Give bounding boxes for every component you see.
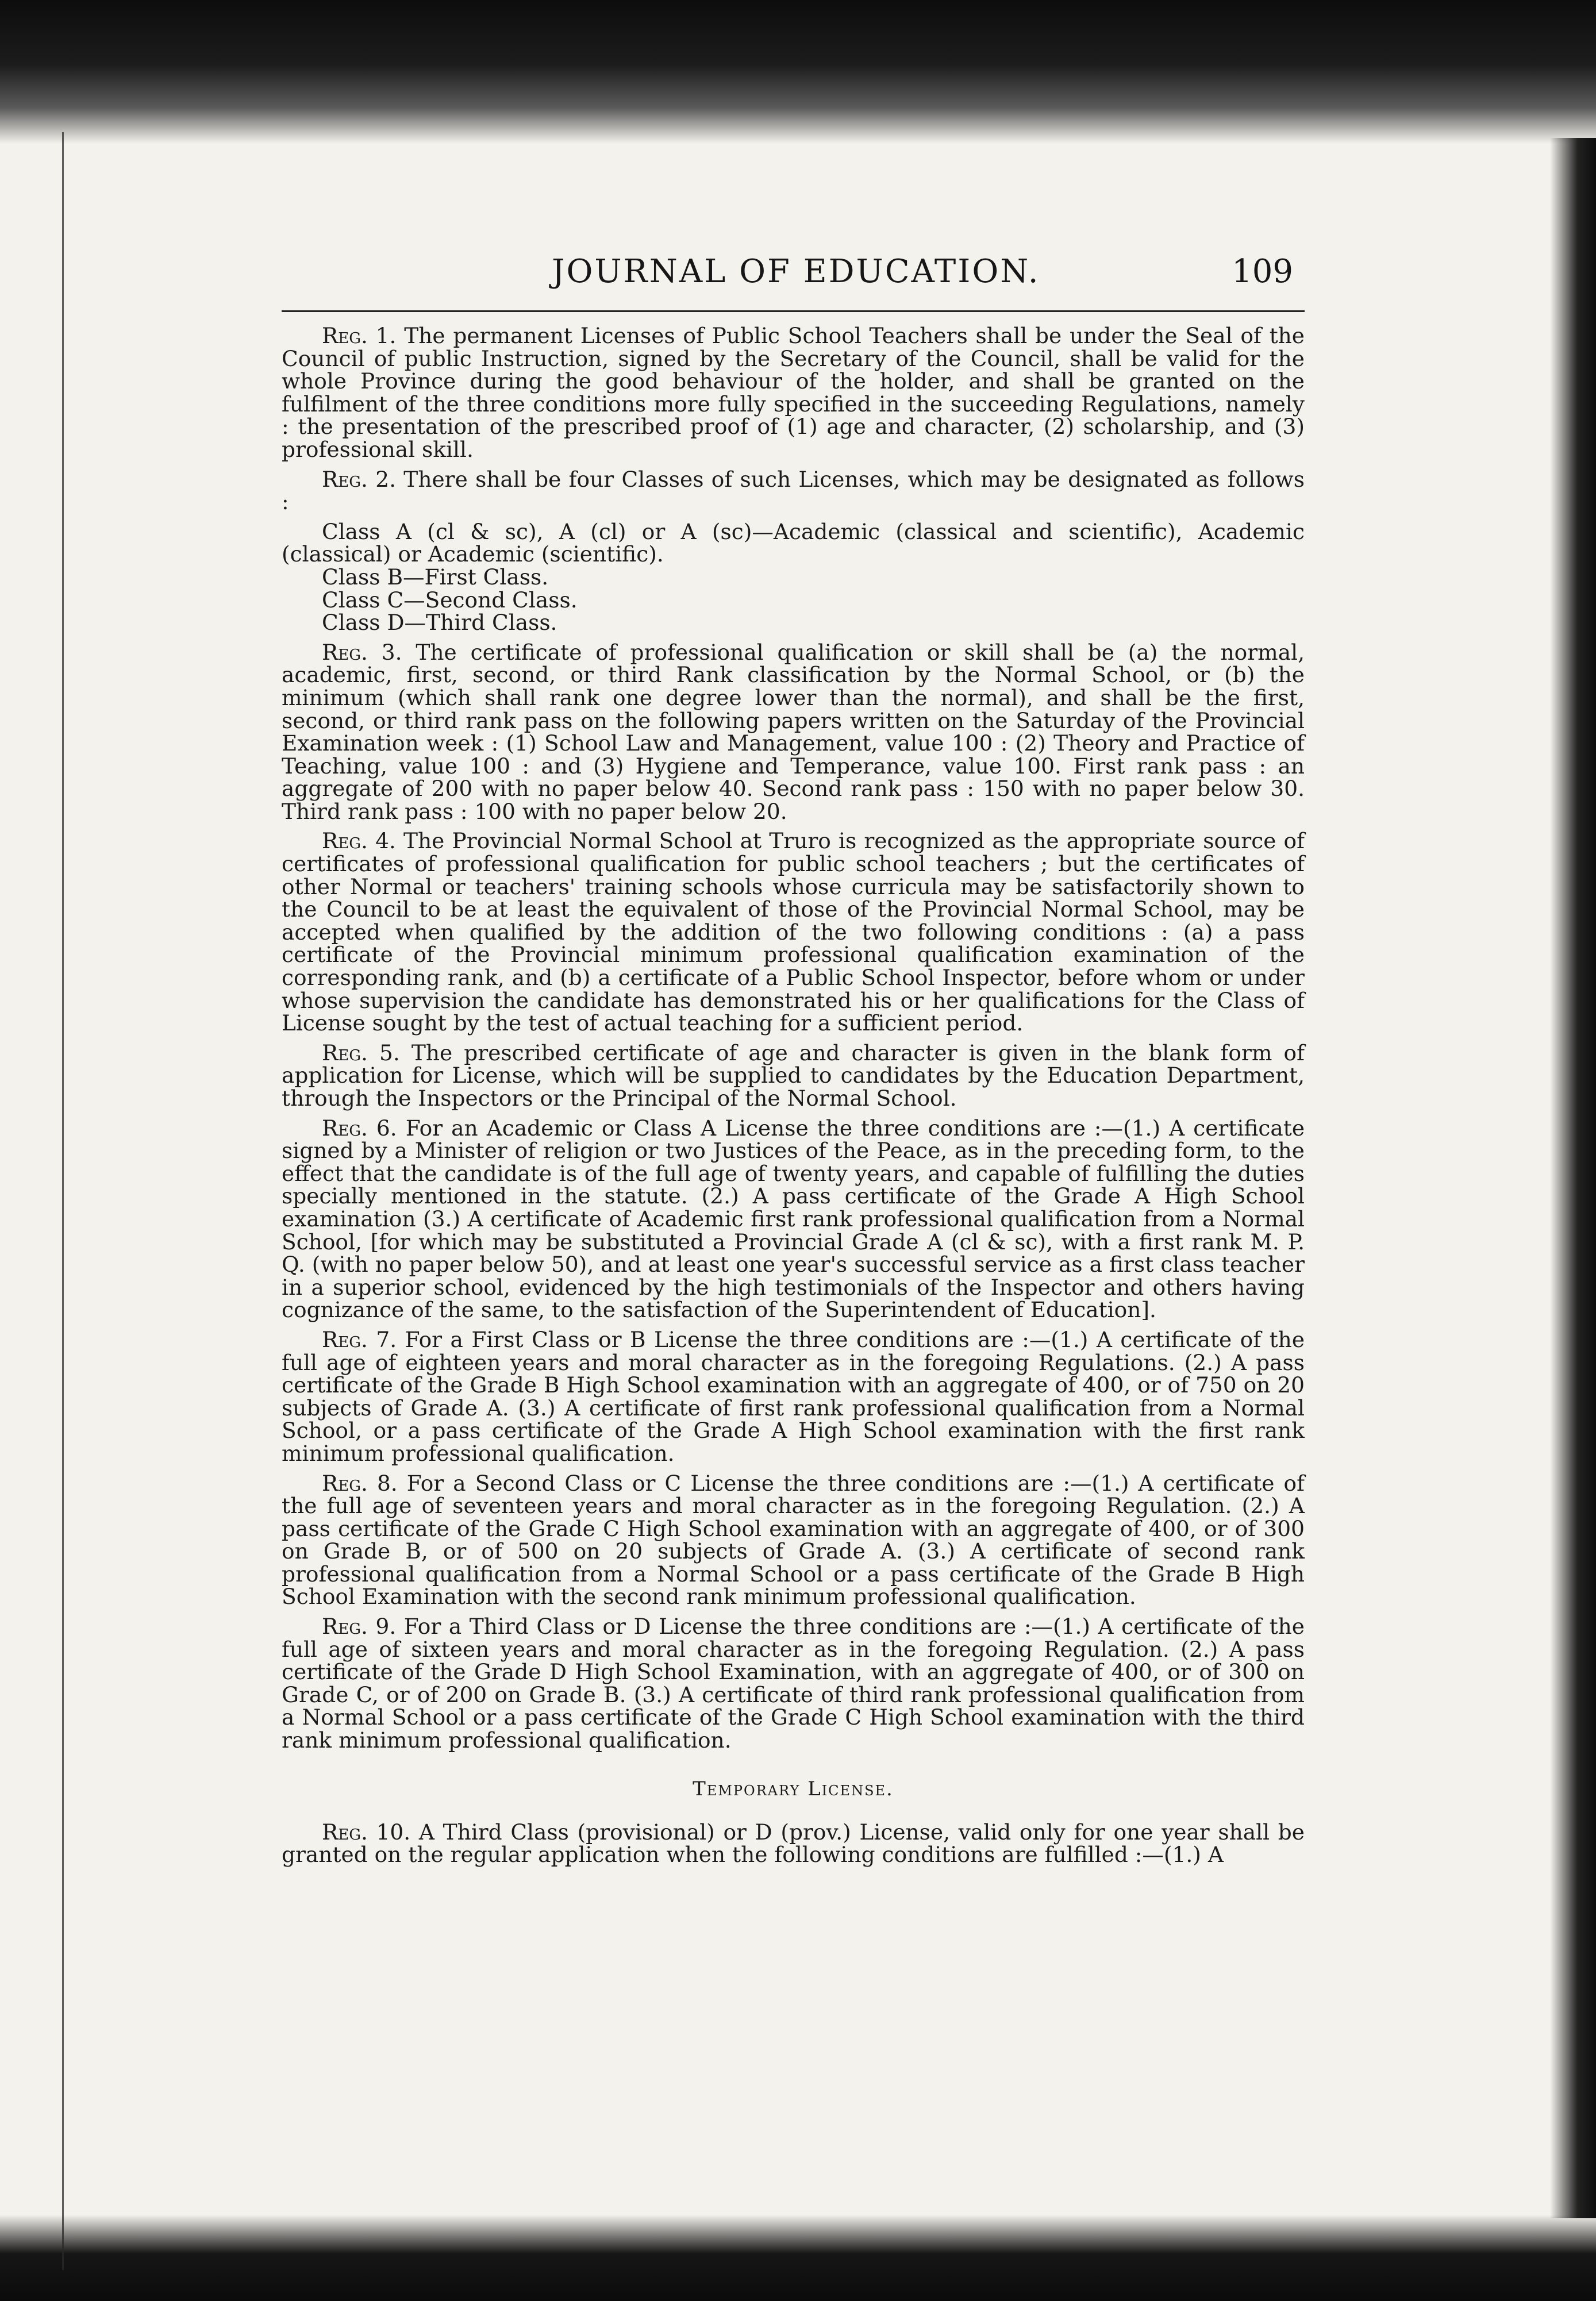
regulation-label: Reg. 3. (322, 639, 402, 665)
regulation-text: The prescribed certificate of age and character is given in the blank form of application for License, which will be supplied to candidates by the Education Department, through the Inspectors or the Principal of the Normal School. (282, 1040, 1305, 1111)
regulation-10 (282, 1821, 1305, 1867)
scan-top-edge (0, 0, 1596, 144)
regulation-label: Reg. 5. (322, 1040, 400, 1065)
regulation-label: Reg. 8. (322, 1470, 398, 1496)
page-header (282, 247, 1305, 310)
header-rule (282, 310, 1305, 312)
regulation-6 (282, 1117, 1305, 1322)
running-head: JOURNAL OF EDUCATION. (552, 253, 1040, 290)
class-c-line: Class C—Second Class. (322, 587, 578, 613)
class-b-line: Class B—First Class. (322, 564, 549, 590)
regulation-text: A Third Class (provisional) or D (prov.) License, valid only for one year shall be granted on the regular application when the following conditions are fulfilled :—(1.) A (282, 1819, 1305, 1868)
regulation-label: Reg. 7. (322, 1326, 397, 1352)
regulation-label: Reg. 9. (322, 1614, 397, 1640)
class-d-line: Class D—Third Class. (322, 610, 557, 636)
classes-intro: Class A (cl & sc), A (cl) or A (sc)—Academic (classical and scientific), Academic (classical) or Academic (scientific). (282, 518, 1305, 567)
regulation-label: Reg. 10. (322, 1819, 411, 1845)
regulation-text: For a Second Class or C License the three conditions are :—(1.) A certificate of the full age of seventeen years and moral character as in the foregoing Regulation. (2.) A pass certificate of the Grade C High School examination with an aggregate of 400, or of 300 on Grade B, or of 500 on 20 subjects of Grade A. (3.) A certificate of second rank professional qualification from a Normal School or a pass certificate of the Grade B High School Examination with the second rank minimum professional qualification. (282, 1470, 1305, 1610)
regulation-7 (282, 1326, 1305, 1466)
binding-line (62, 132, 64, 2270)
scan-bottom-edge (0, 2215, 1596, 2301)
regulation-text: The permanent Licenses of Public School Teachers shall be under the Seal of the Council of public Instruction, signed by the Secretary of the Council, shall be valid for the whole Province during the good behaviour of the holder, and shall be granted on the fulfilment of the three conditions more fully specified in the succeeding Regulations, namely : the presentation of the prescribed proof of (1) age and character, (2) scholarship, and (3) professional skill. (282, 323, 1305, 462)
regulation-text: For a First Class or B License the three conditions are :—(1.) A certificate of the full age of eighteen years and moral character as in the foregoing Regulations. (2.) A pass certificate of the Grade B High School examination with an aggregate of 400, or of 750 on 20 subjects of Grade A. (3.) A certificate of first rank professional qualification from a Normal School, or a pass certificate of the Grade A High School examination with the first rank minimum professional qualification. (282, 1326, 1305, 1466)
regulation-label: Reg. 1. (322, 323, 397, 348)
regulation-8 (282, 1472, 1305, 1609)
regulation-text: For a Third Class or D License the three conditions are :—(1.) A certificate of the full age of sixteen years and moral character as in the foregoing Regulation. (2.) A pass certificate of the Grade D High School Examination, with an aggregate of 400, or of 300 on Grade C, or of 200 on Grade B. (3.) A certificate of third rank professional qualification from a Normal School or a pass certificate of the Grade C High School examination with the third rank minimum professional qualification. (282, 1614, 1305, 1753)
regulation-text: There shall be four Classes of such Licenses, which may be designated as follows : (282, 466, 1305, 515)
page-number: 109 (1232, 253, 1293, 290)
regulation-3 (282, 641, 1305, 824)
regulation-2 (282, 468, 1305, 514)
section-heading-temporary-license: Temporary License. (693, 1777, 894, 1800)
regulation-5 (282, 1042, 1305, 1110)
regulation-label: Reg. 6. (322, 1115, 397, 1141)
journal-page (282, 247, 1305, 1873)
regulation-text: The Provincial Normal School at Truro is recognized as the appropriate source of certificates of professional qualification for public school teachers ; but the certificates of other Normal or teachers' training schools whose curricula may be satisfactorily shown to the Council to be at least the equivalent of those of the Provincial Normal School, may be accepted when qualified by the addition of the two following conditions : (a) a pass certificate of the Provincial minimum professional qualification examination of the corresponding rank, and (b) a certificate of a Public School Inspector, before whom or under whose supervision the candidate has demonstrated his or her qualifications for the Class of License sought by the test of actual teaching for a sufficient period. (282, 828, 1305, 1036)
regulation-text: The certificate of professional qualification or skill shall be (a) the normal, academic, first, second, or third Rank classification by the Normal School, or (b) the minimum (which shall rank one degree lower than the normal), and shall be the first, second, or third rank pass on the following papers written on the Saturday of the Provincial Examination week : (1) School Law and Management, value 100 : (2) Theory and Practice of Teaching, value 100 : and (3) Hygiene and Temperance, value 100. First rank pass : an aggregate of 200 with no paper below 40. Second rank pass : 150 with no paper below 30. Third rank pass : 100 with no paper below 20. (282, 639, 1305, 824)
regulation-text: For an Academic or Class A License the three conditions are :—(1.) A certificate signed by a Minister of religion or two Justices of the Peace, as in the preceding form, to the effect that the candidate is of the full age of twenty years, and capable of fulfilling the duties specially mentioned in the statute. (2.) A pass certificate of the Grade A High School examination (3.) A certificate of Academic first rank professional qualification from a Normal School, [for which may be substituted a Provincial Grade A (cl & sc), with a first rank M. P. Q. (with no paper below 50), and at least one year's successful service as a first class teacher in a superior school, evidenced by the high testimonials of the Inspector and others having cognizance of the same, to the satisfaction of the Superintendent of Education]. (282, 1115, 1305, 1323)
regulation-9 (282, 1615, 1305, 1752)
scan-right-edge (1550, 138, 1596, 2218)
regulation-1 (282, 325, 1305, 461)
regulation-4 (282, 830, 1305, 1034)
regulation-label: Reg. 2. (322, 466, 396, 492)
regulation-label: Reg. 4. (322, 828, 396, 854)
